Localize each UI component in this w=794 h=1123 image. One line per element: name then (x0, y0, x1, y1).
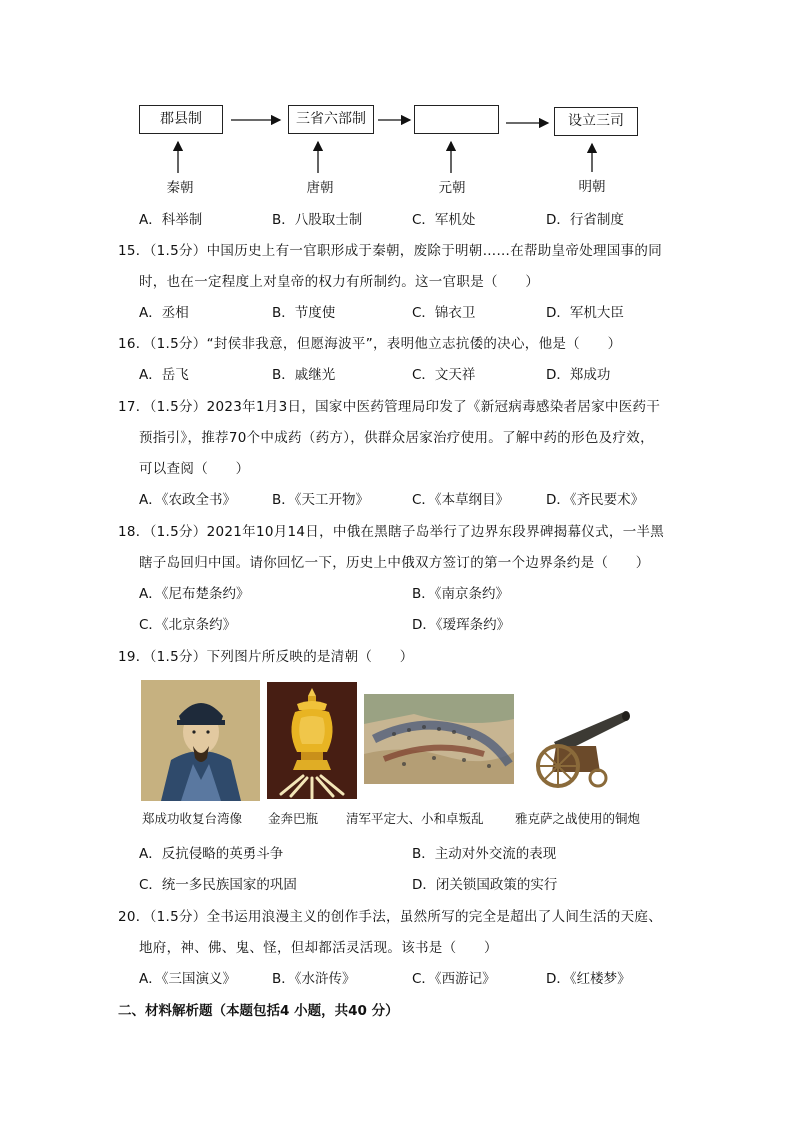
q15-stem-line-1: 15．（1.5分）中国历史上有一官职形成于秦朝，废除于明朝……在帮助皇帝处理国事的同 (118, 243, 662, 259)
q17-option-a: A．《农政全书》 (139, 492, 236, 508)
q17-stem-line-2: 预指引》，推荐70个中成药（药方），供群众居家治疗使用。了解中药的形色及疗效， (139, 430, 654, 446)
caption-battle: 清军平定大、小和卓叛乱 (346, 811, 484, 826)
flow-box-2: 三省六部制 (288, 105, 374, 134)
q20-stem-line-2: 地府，神、佛、鬼、怪，但却都活灵活现。该书是（ ） (139, 940, 498, 956)
caption-portrait: 郑成功收复台湾像 (142, 811, 243, 826)
q14-option-b: B．八股取士制 (272, 212, 363, 228)
era-yuan: 元朝 (438, 180, 466, 196)
q20-option-a: A．《三国演义》 (139, 971, 236, 987)
q17-option-d: D．《齐民要术》 (546, 492, 645, 508)
q17-option-c: C．《本草纲目》 (412, 492, 510, 508)
flow-arrows (0, 0, 794, 200)
q20-stem-line-1: 20．（1.5分）全书运用浪漫主义的创作手法，虽然所写的完全是超出了人间生活的天庭、 (118, 909, 662, 925)
q18-stem-line-1: 18．（1.5分）2021年10月14日，中俄在黑瞎子岛举行了边界东段界碑揭幕仪式，一半黑 (118, 524, 665, 540)
q16-stem-line-1: 16．（1.5分）“封侯非我意，但愿海波平”，表明他立志抗倭的决心，他是（ ） (118, 336, 622, 352)
q20-option-b: B．《水浒传》 (272, 971, 356, 987)
q16-option-c: C．文天祥 (412, 367, 476, 383)
q17-option-b: B．《天工开物》 (272, 492, 370, 508)
q15-option-a: A．丞相 (139, 305, 189, 321)
q20-option-d: D．《红楼梦》 (546, 971, 631, 987)
q18-option-b: B．《南京条约》 (412, 586, 510, 602)
caption-cannon: 雅克萨之战使用的铜炮 (515, 811, 641, 826)
q18-stem-line-2: 瞎子岛回归中国。请你回忆一下，历史上中俄双方签订的第一个边界条约是（ ） (139, 555, 650, 571)
q19-option-b: B．主动对外交流的表现 (412, 846, 557, 862)
q15-option-b: B．节度使 (272, 305, 336, 321)
q19-option-c: C．统一多民族国家的巩固 (139, 877, 297, 893)
q19-stem-line-1: 19．（1.5分）下列图片所反映的是清朝（ ） (118, 649, 414, 665)
flow-box-4: 设立三司 (554, 107, 638, 136)
q19-option-d: D．闭关锁国政策的实行 (412, 877, 558, 893)
q18-option-a: A．《尼布楚条约》 (139, 586, 250, 602)
q16-option-b: B．戚继光 (272, 367, 336, 383)
q14-option-d: D．行省制度 (546, 212, 624, 228)
q18-option-d: D．《瑷珲条约》 (412, 617, 511, 633)
q16-option-a: A．岳飞 (139, 367, 189, 383)
q17-stem-line-3: 可以查阅（ ） (139, 461, 250, 477)
portrait-zheng-chenggong-image (141, 680, 260, 801)
section-title: 二、材料解析题（本题包括4 小题，共40 分） (118, 1003, 399, 1019)
q15-option-c: C．锦衣卫 (412, 305, 476, 321)
q19-option-a: A．反抗侵略的英勇斗争 (139, 846, 284, 862)
q18-option-c: C．《北京条约》 (139, 617, 237, 633)
era-ming: 明朝 (578, 179, 606, 195)
q14-option-c: C．军机处 (412, 212, 476, 228)
q15-option-d: D．军机大臣 (546, 305, 624, 321)
q20-option-c: C．《西游记》 (412, 971, 496, 987)
bronze-cannon-image (526, 702, 632, 792)
golden-urn-image (267, 682, 357, 799)
flow-box-1: 郡县制 (139, 105, 223, 134)
caption-golden-urn: 金奔巴瓶 (268, 811, 319, 826)
q14-option-a: A．科举制 (139, 212, 203, 228)
era-qin: 秦朝 (166, 180, 194, 196)
battle-scene-image (364, 694, 514, 784)
era-tang: 唐朝 (306, 180, 334, 196)
q16-option-d: D．郑成功 (546, 367, 611, 383)
q15-stem-line-2: 时，也在一定程度上对皇帝的权力有所制约。这一官职是（ ） (139, 274, 540, 290)
q17-stem-line-1: 17．（1.5分）2023年1月3日，国家中医药管理局印发了《新冠病毒感染者居家中医药干 (118, 399, 661, 415)
